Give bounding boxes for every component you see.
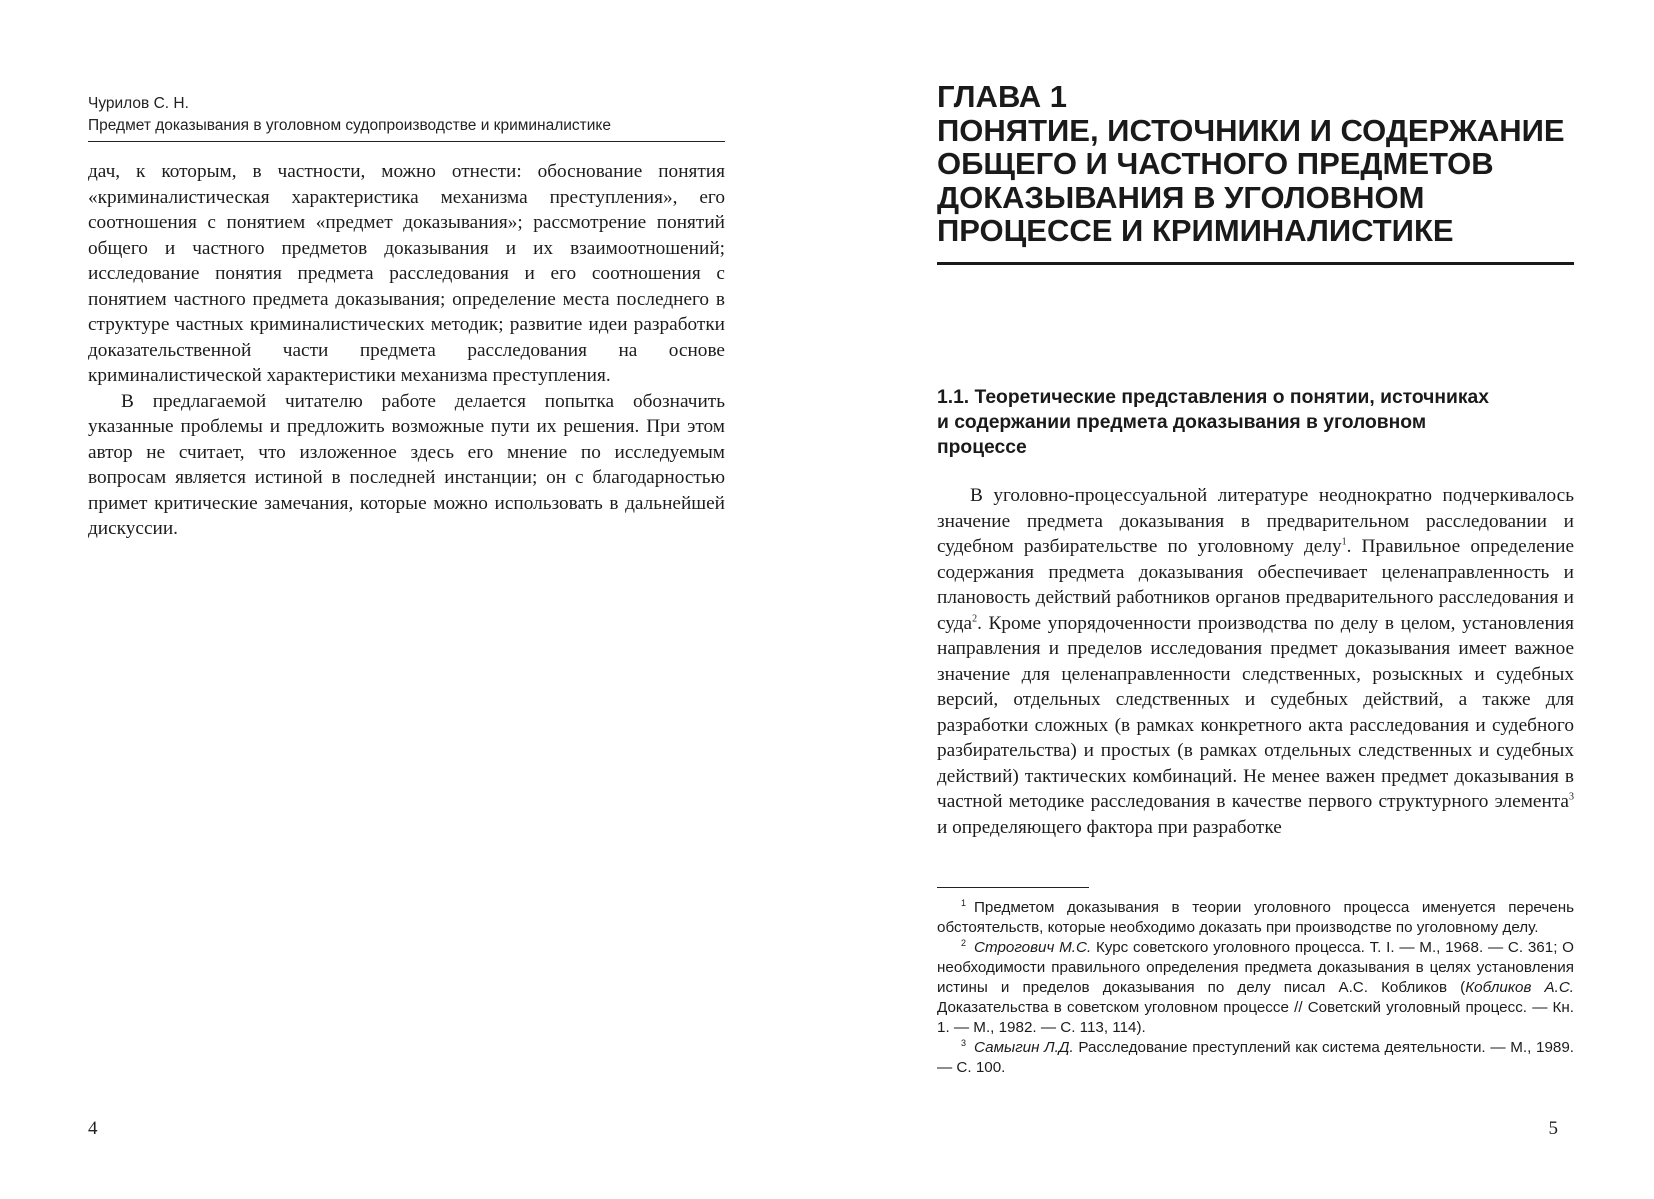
running-head-author: Чурилов С. Н. [88, 95, 189, 112]
left-paragraph-1: дач, к которым, в частности, можно отнести: обоснование понятия «криминалистическая характеристика механизма преступления», его соотношения с понятием «предмет доказывания»; рассмотрение понятий общего и частного предметов доказывания и их взаимоотношений; исследование понятия предмета расследования и его соотношения с понятием частного предмета доказывания; определение места последнего в структуре частных криминалистических методик; развитие идеи разработки доказательственной части предмета расследования на основе криминалистической характеристики механизма преступления. [88, 161, 725, 386]
footnote-number: 3 [961, 1037, 967, 1048]
left-paragraph-2: В предлагаемой читателю работе делается попытка обозначить указанные проблемы и предложить возможные пути их решения. При этом автор не считает, что изложенное здесь его мнение по исследуемым вопросам является истиной в последней инстанции; он с благодарностью примет критические замечания, которые можно использовать в дальнейшей дискуссии. [88, 390, 725, 539]
footnote-3 [937, 1038, 1574, 1078]
page-number-left: 4 [88, 1118, 98, 1139]
running-head [88, 93, 725, 142]
footnote-number: 1 [961, 897, 967, 908]
right-page [827, 0, 1654, 1199]
footnote-2 [937, 938, 1574, 1038]
footnote-author: Кобликов А.С. [1465, 979, 1575, 996]
body-text-segment: . Кроме упорядоченности производства по делу в целом, установления направления и пределов исследования предмет доказывания имеет важное значение для целенаправленности следственных, розыскных и судебных версий, отдельных следственных и судебных действий, а также для разработки сложных (в рамках конкретного акта расследования и судебного разбирательства) и простых (в рамках отдельных следственных и судебных действий) тактических комбинаций. Не менее важен предмет доказывания в частной методике расследования в качестве первого структурного элемента [937, 612, 1574, 812]
chapter-heading [937, 80, 1574, 265]
section-heading-line: и содержании предмета доказывания в уголовном [937, 412, 1427, 433]
footnote-author: Строгович М.С. [974, 939, 1092, 956]
chapter-label: ГЛАВА 1 [937, 79, 1068, 114]
right-paragraph-1 [937, 483, 1574, 840]
page-number-right: 5 [1548, 1118, 1558, 1139]
body-text-segment: и определяющего фактора при разработке [937, 816, 1282, 838]
footnote-ref-3[interactable]: 3 [1569, 791, 1574, 803]
footnote-ref-2[interactable]: 2 [972, 613, 978, 625]
footnote-text: Расследование преступлений как система деятельности. — М., 1989. — С. 100. [937, 1039, 1574, 1076]
chapter-title-line: ОБЩЕГО И ЧАСТНОГО ПРЕДМЕТОВ [937, 146, 1494, 181]
footnote-author: Самыгин Л.Д. [974, 1039, 1074, 1056]
footnote-1 [937, 898, 1574, 938]
footnote-text: Доказательства в советском уголовном процессе // Советский уголовный процесс. — Кн. 1. — М., 1982. — С. 113, 114). [937, 999, 1574, 1036]
section-heading-line: процессе [937, 437, 1027, 458]
footnote-ref-1[interactable]: 1 [1341, 536, 1347, 548]
section-heading-line: 1.1. Теоретические представления о понятии, источниках [937, 387, 1489, 408]
right-page-body [937, 483, 1574, 840]
chapter-title-line: ПРОЦЕССЕ И КРИМИНАЛИСТИКЕ [937, 213, 1454, 248]
section-heading [937, 385, 1574, 460]
footnote-text: Курс советского уголовного процесса. Т. I. — М., 1968. — С. 361; О необходимости правильного определения предмета доказывания в целях установления истины и пределов доказывания по делу писал А.С. Кобликов ( [937, 939, 1574, 996]
left-page-body [88, 159, 725, 542]
chapter-title-line: ДОКАЗЫВАНИЯ В УГОЛОВНОМ [937, 179, 1425, 215]
running-head-title: Предмет доказывания в уголовном судопроизводстве и криминалистике [88, 117, 612, 134]
body-text-segment: В уголовно-процессуальной литературе неоднократно подчеркивалось значение предмета доказывания в предварительном расследовании и судебном разбирательстве по уголовному делу [937, 485, 1574, 557]
body-text-segment: . Правильное определение содержания предмета доказывания обеспечивает целенаправленность и плановость действий работников органов предварительного расследования и суда [937, 536, 1575, 634]
footnotes [937, 898, 1574, 1078]
footnote-text: Предметом доказывания в теории уголовного процесса именуется перечень обстоятельств, которые необходимо доказать при производстве по уголовному делу. [937, 899, 1574, 936]
chapter-title-line: ПОНЯТИЕ, ИСТОЧНИКИ И СОДЕРЖАНИЕ [937, 112, 1565, 148]
footnote-divider [937, 887, 1089, 888]
footnote-number: 2 [961, 937, 967, 948]
